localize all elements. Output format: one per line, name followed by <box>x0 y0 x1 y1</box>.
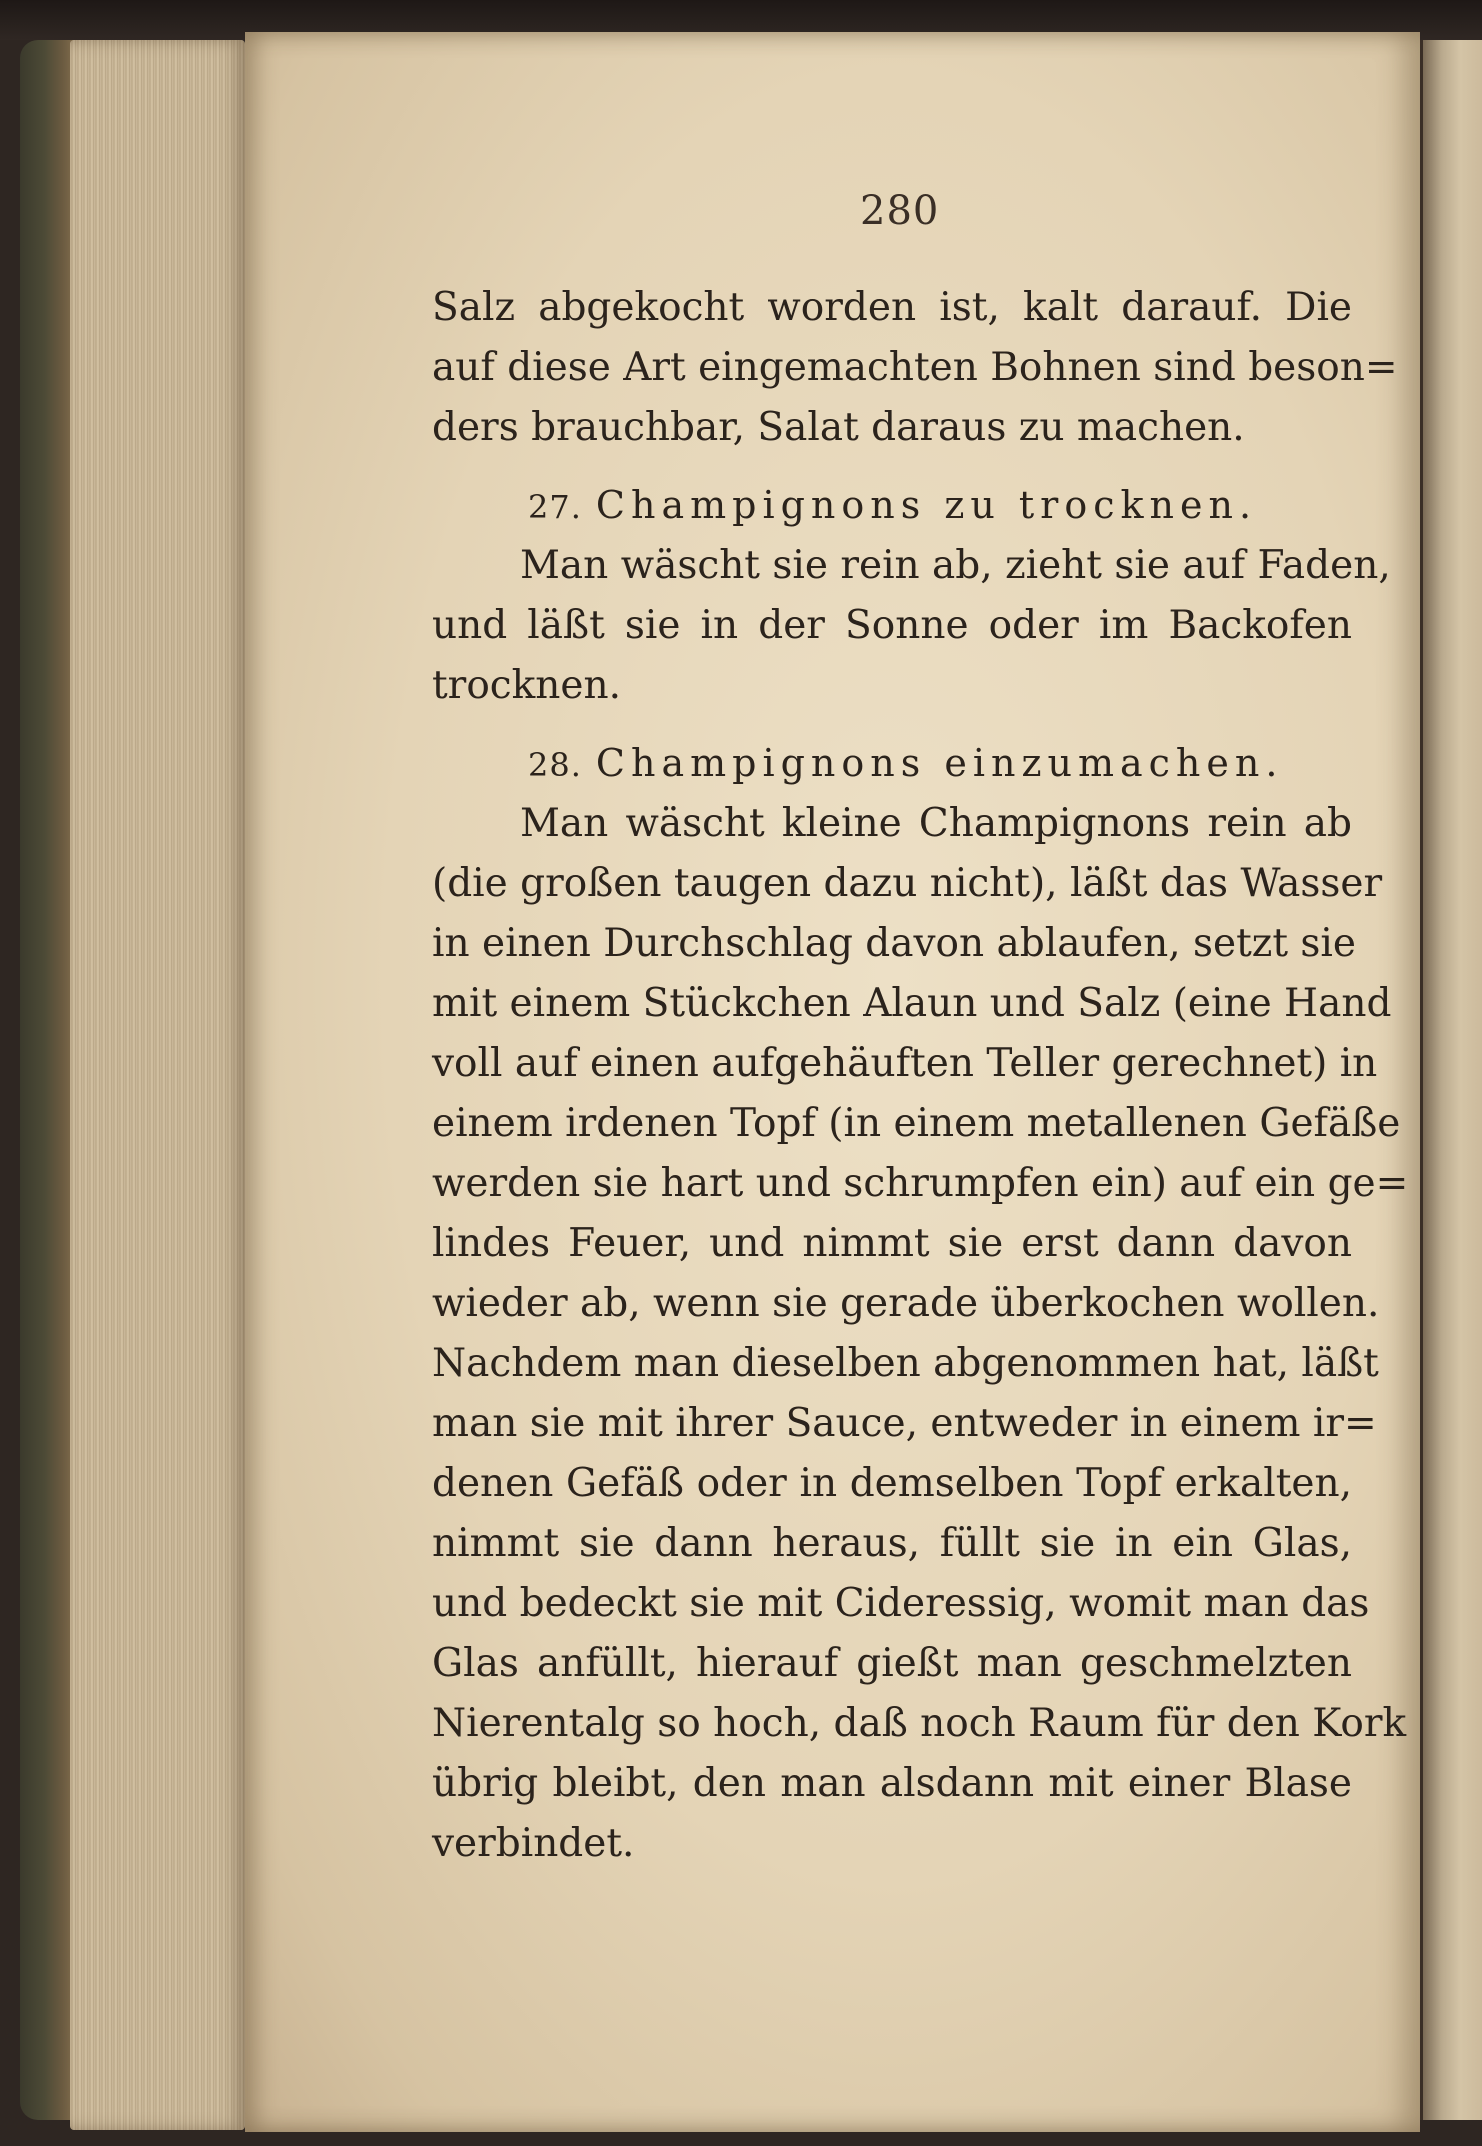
text-line: lindes Feuer, und nimmt sie erst dann davon <box>432 1221 1352 1266</box>
text-line: Man wäscht sie rein ab, zieht sie auf Faden, <box>520 543 1391 588</box>
text-line: mit einem Stückchen Alaun und Salz (eine Hand <box>432 981 1392 1026</box>
text-line: Man wäscht kleine Champignons rein ab <box>520 801 1352 846</box>
facing-page-edge <box>1420 40 1482 2120</box>
text-line: in einen Durchschlag davon ablaufen, setzt sie <box>432 921 1356 966</box>
text-line: ders brauchbar, Salat daraus zu machen. <box>432 405 1245 450</box>
text-line: übrig bleibt, den man alsdann mit einer Blase <box>432 1761 1352 1806</box>
page-stack-edge <box>70 40 245 2130</box>
page-number: 280 <box>860 188 940 234</box>
text-line: verbindet. <box>432 1821 635 1866</box>
text-line: nimmt sie dann heraus, füllt sie in ein Glas, <box>432 1521 1352 1566</box>
text-line: man sie mit ihrer Sauce, entweder in einem ir= <box>432 1401 1377 1446</box>
page-text <box>432 278 1409 1874</box>
text-line: (die großen taugen dazu nicht), läßt das Wasser <box>432 861 1383 906</box>
text-line: auf diese Art eingemachten Bohnen sind beson= <box>432 345 1398 390</box>
text-line: und bedeckt sie mit Cideressig, womit man das <box>432 1581 1370 1626</box>
text-line: Nachdem man dieselben abgenommen hat, läßt <box>432 1341 1379 1386</box>
section-heading-27 <box>432 474 1352 536</box>
text-line: wieder ab, wenn sie gerade überkochen wollen. <box>432 1281 1380 1326</box>
section-heading-28 <box>432 732 1352 794</box>
text-line: voll auf einen aufgehäuften Teller gerechnet) in <box>432 1041 1378 1086</box>
text-line: Salz abgekocht worden ist, kalt darauf. Die <box>432 285 1352 330</box>
text-line: werden sie hart und schrumpfen ein) auf ein ge= <box>432 1161 1409 1206</box>
section-number: 27. <box>528 488 582 526</box>
text-line: trocknen. <box>432 663 621 708</box>
text-line: Glas anfüllt, hierauf gießt man geschmelzten <box>432 1641 1352 1686</box>
text-line: und läßt sie in der Sonne oder im Backofen <box>432 603 1352 648</box>
section-title: Champignons zu trocknen. <box>595 483 1258 527</box>
section-title: Champignons einzumachen. <box>595 741 1284 785</box>
text-line: Nierentalg so hoch, daß noch Raum für den Kork <box>432 1701 1407 1746</box>
text-line: einem irdenen Topf (in einem metallenen Gefäße <box>432 1101 1401 1146</box>
section-number: 28. <box>528 746 582 784</box>
text-line: denen Gefäß oder in demselben Topf erkalten, <box>432 1461 1352 1506</box>
